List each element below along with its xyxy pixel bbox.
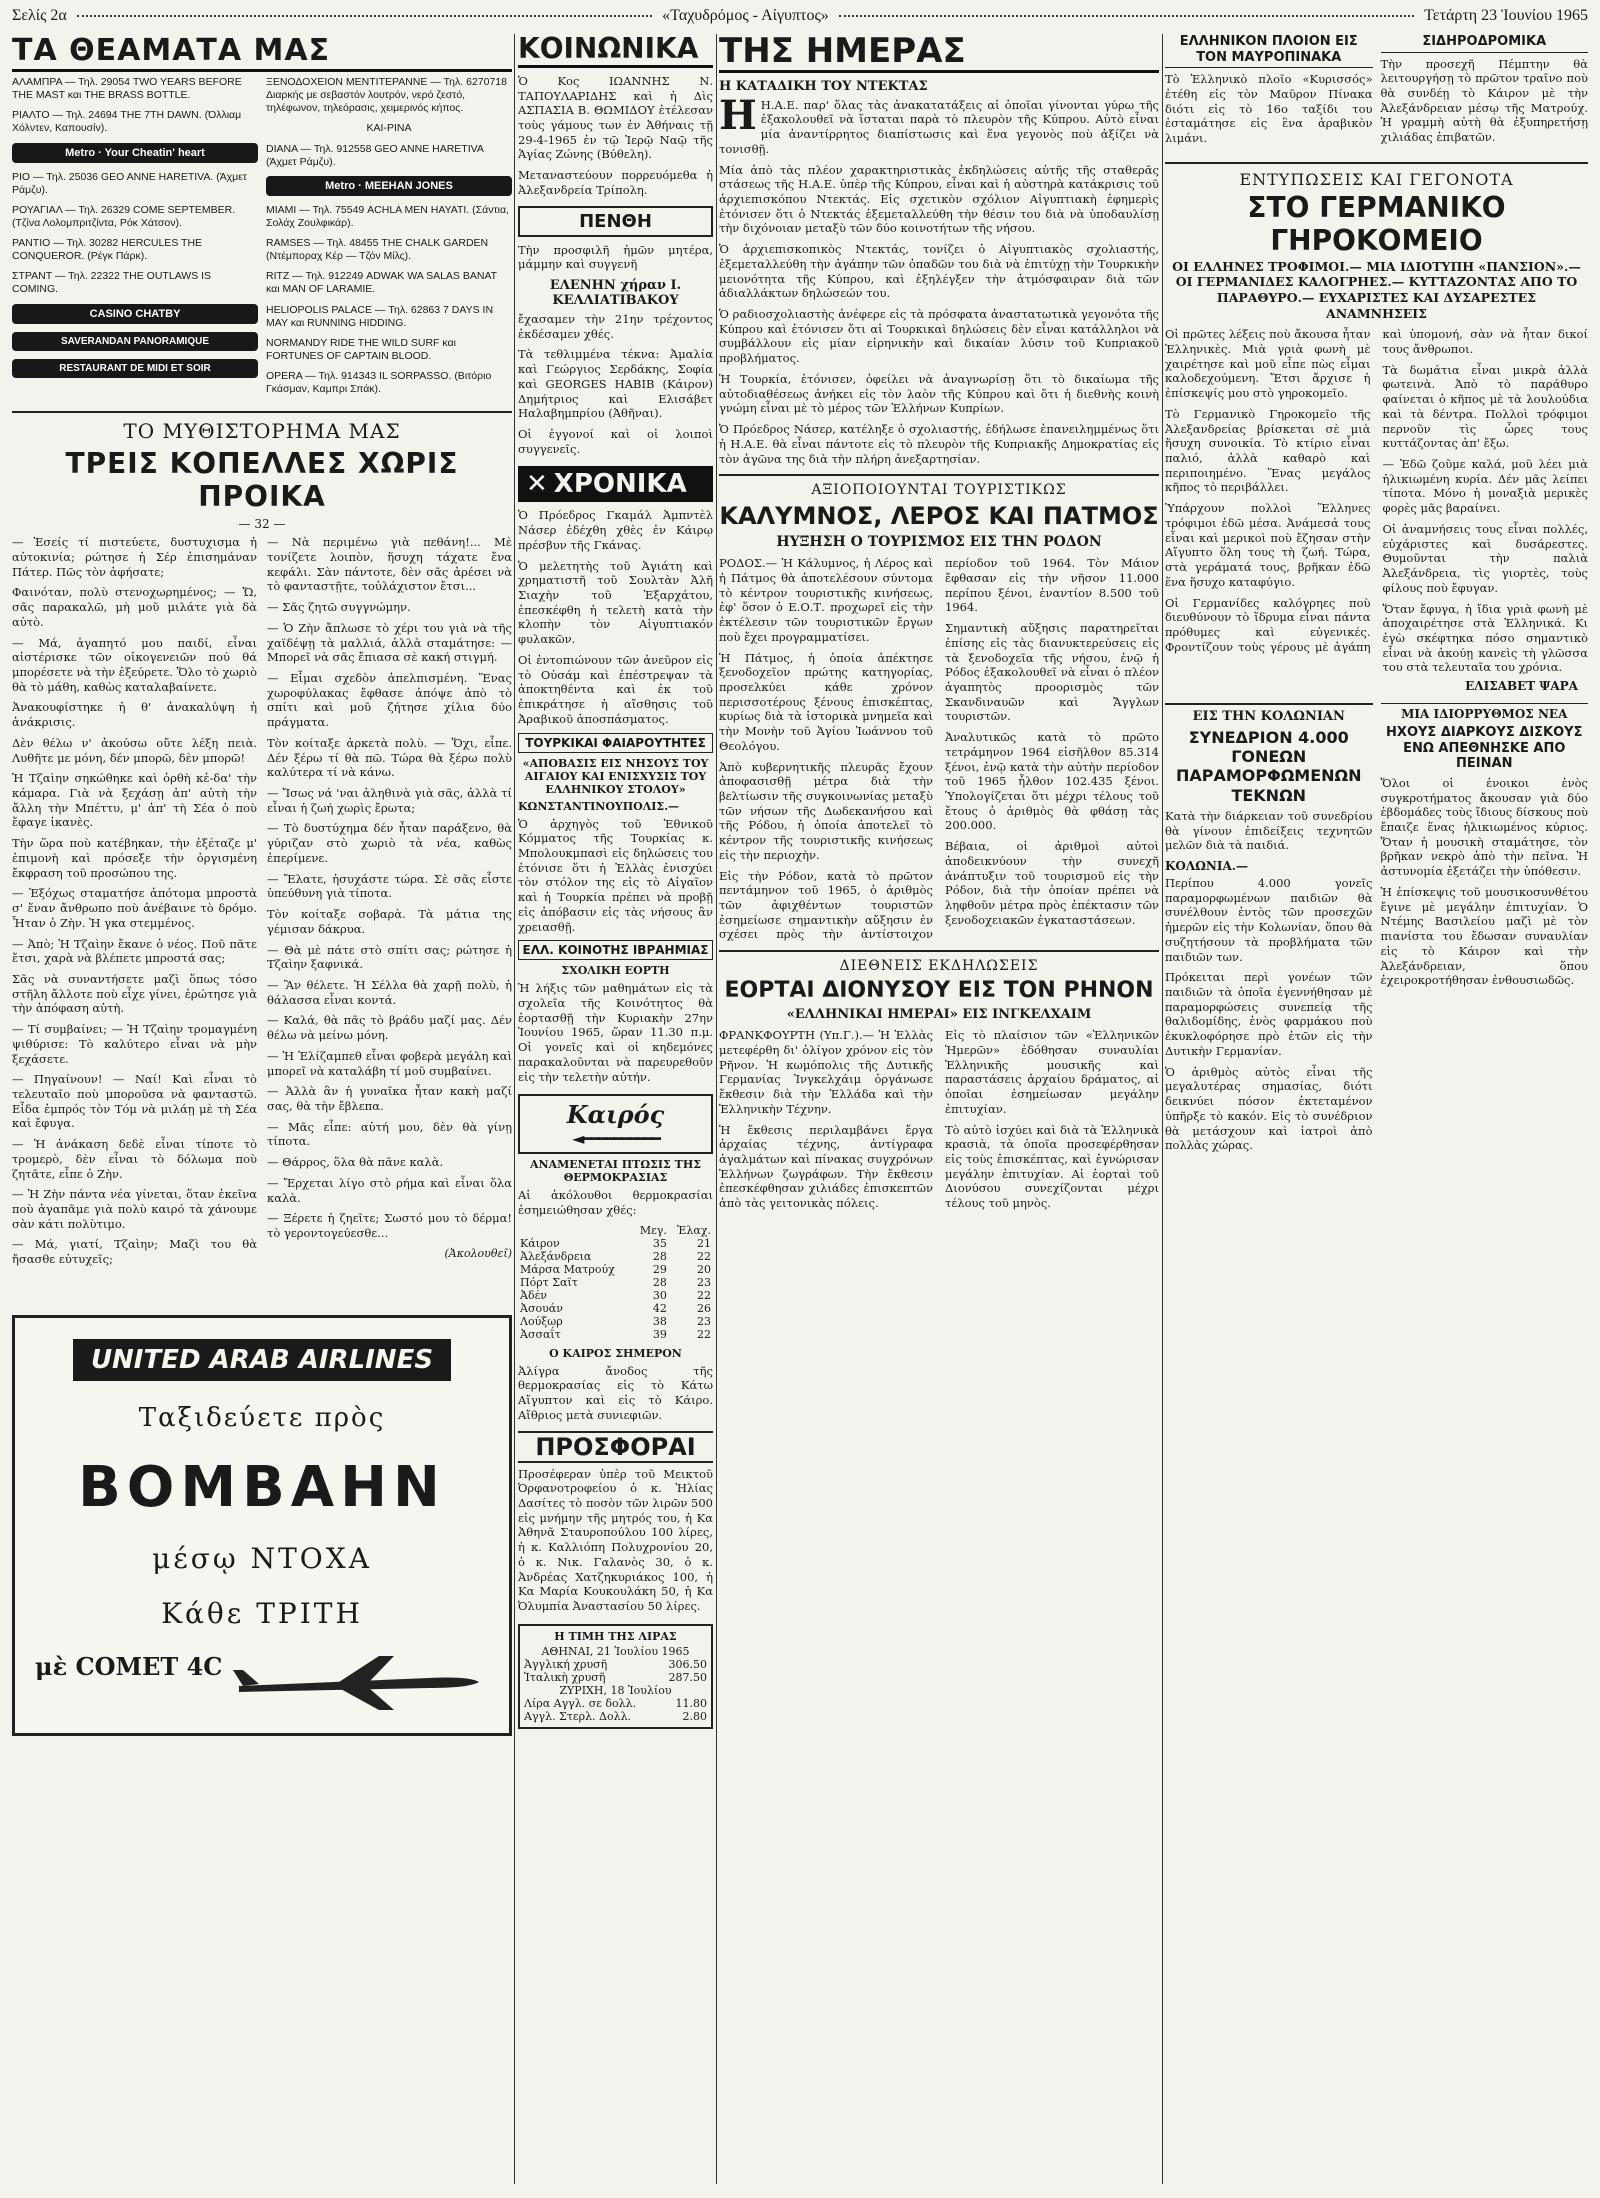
tourism-text — [719, 556, 1159, 942]
cinema-listings — [12, 76, 512, 403]
paragraph: — Εἶμαι σχεδὸν ἀπελπισμένη. Ἕνας χωροφύλακας ἔφθασε ἀπόψε ἀπὸ τὸ σπίτι καὶ μοῦ ζήτησε χίλια δύο πράγματα. — [267, 671, 512, 730]
chronicle-item: Οἱ ἐντοπιώνουν τῶν ἀνεῦρον εἰς τὸ Οὐσάμ καὶ ἐπέστρεψαν τὰ ἀποκτηθέντα καὶ ἐκ τοῦ ἐπικράτησε ἡ αἴσθησις τοῦ Ἀραβικοῦ ἀποσπάσματος. — [518, 652, 713, 726]
listing-item: DIANA — Τηλ. 912558 GEO ANNE HARETIVA (Άχμετ Ράμζυ). — [266, 142, 484, 168]
table-row — [518, 1302, 713, 1315]
turkish-provocations-heading: ΤΟΥΡΚΙΚΑΙ ΦΑΙΑΡΟΥΤΗΤΕΣ — [518, 733, 713, 753]
tourism-section-head: ΑΞΙΟΠΟΙΟΥΝΤΑΙ ΤΟΥΡΙΣΤΙΚΩΣ — [719, 474, 1159, 498]
paragraph: ΦΡΑΝΚΦΟΥΡΤΗ (Υπ.Γ.).— Ἡ Ἑλλὰς μετεφέρθη δι' ὀλίγον χρόνον εἰς τὸν Ρῆνον. Ἡ κωμόπολις τῆς Δυτικῆς Γερμανίας Ἰνγκελχάιμ ὀργάνωσε ἔκθεσιν διὰ τὴν Ἑλλάδα καὶ τὴν Ἑλληνικὴν Τέχνην. — [719, 1028, 933, 1116]
gold-value: 2.80 — [682, 1709, 707, 1723]
paragraph: — Ἀλλὰ ἂν ἡ γυναῖκα ἦταν κακὴ μαζί σας, θὰ τὴν ἔβλεπα. — [267, 1084, 512, 1113]
paragraph: Ὁ ραδιοσχολιαστὴς ἀνέφερε εἰς τὰ πρόσφατα ἀναστατωτικὰ γεγονότα τῆς Κύπρου καὶ ἐτόνισεν ὅτι αἱ Τουρκικαὶ δηλώσεις δὲν εἶναι κατάλληλοι νὰ συμβάλλουν εἰς μίαν εἰρηνικὴν καὶ δικαίαν λύσιν τοῦ Κυπριακοῦ προβλήματος. — [719, 307, 1159, 366]
listing-item: ΚΑΙ-ΡΙΝΑ — [366, 122, 412, 135]
paragraph: Τὸ Γερμανικὸ Γηροκομεῖο τῆς Ἀλεξανδρείας βρίσκεται σὲ μιὰ ἥσυχη συνοικία. Τὸ κτίριο εἶναι παλιό, ἀλλὰ καθαρὸ καὶ περιποιημένο. Ἕνας μεγάλος κῆπος τὸ περιβάλλει. — [1165, 406, 1371, 495]
dateline: ΚΟΛΩΝΙΑ.— — [1165, 859, 1248, 873]
metro-ad-2: Metro · MEEHAN JONES — [266, 176, 512, 196]
max-cell: 28 — [652, 1249, 667, 1263]
chronicle-heading — [518, 466, 713, 502]
listing-item: ΡΟΥΑΓΙΑΛ — Τηλ. 26329 COME SEPTEMBER. (Τζίνα Λολομπριτζίντα, Ρόκ Χάτσον). — [12, 203, 236, 229]
paragraph: Ἡ Τουρκία, ἐτόνισεν, ὀφείλει νὰ ἀναγνωρίσῃ ὅτι τὸ δικαίωμα τῆς αὐτοδιαθέσεως ἀνήκει εἰς τὸν λαὸν τῆς Κύπρου καὶ ὅτι ἡ διεθνὴς κοινὴ γνώμη εἶναι μὲ τὸ μέρος τῶν Ἑλλήνων Κυπρίων. — [719, 371, 1159, 416]
odd-news-article — [1381, 699, 1589, 1159]
gold-label: Ἰταλικὴ χρυσῆ — [524, 1670, 606, 1684]
airplane-icon — [229, 1652, 489, 1712]
paragraph: Ὑπάρχουν πολλοὶ Ἕλληνες τρόφιμοι ἐδῶ μέσα. Ἀνάμεσά τους εἶναι καὶ μερικοὶ ποὺ ἔζησαν στὴν Αἴγυπτο ὅλη τους τὴ ζωή. Τώρα, στὰ γεράματά τους, βρῆκαν ἐδῶ ἕνα ἥσυχο καταφύγιο. — [1165, 501, 1371, 589]
paragraph: — Σᾶς ζητῶ συγγνώμην. — [267, 600, 411, 615]
gold-price-heading: Η ΤΙΜΗ ΤΗΣ ΛΙΡΑΣ — [554, 1629, 677, 1643]
paragraph: — Ἔλατε, ἡσυχάστε τώρα. Σὲ σᾶς εἶστε ὑπεύθυνη γιὰ τίποτα. — [267, 871, 512, 901]
gold-label: Ἀγγλική χρυσῆ — [524, 1657, 608, 1671]
gold-price-box — [518, 1624, 713, 1729]
temperature-table — [518, 1224, 713, 1341]
gold-date: ΑΘΗΝΑΙ, 21 Ἰουλίου 1965 — [541, 1644, 690, 1658]
paragraph: — Καλά, θὰ πᾶς τὸ βράδυ μαζί μας. Δέν θέλω νὰ μείνω μόνη. — [267, 1013, 512, 1043]
city-cell: Ἀσουάν — [520, 1301, 563, 1315]
listing-item: ΜΙΑΜΙ — Τηλ. 75549 ACHLA MEN HAYATI. (Σάντια, Σολάχ Ζουλφικάρ). — [266, 203, 509, 229]
paragraph: — Ἡ ἀνάκαση δεδὲ εἶναι τίποτε τὸ τρομερὸ, δὲν εἶναι τὸ δόλωμα ποὺ ζητᾶτε, εἶπε ὁ Ζὴν. — [12, 1137, 257, 1181]
listing-item: ΡΙΟ — Τηλ. 25036 GEO ANNE HARETIVA. (Άχμετ Ράμζυ). — [12, 170, 247, 196]
cologne-head: ΕΙΣ ΤΗΝ ΚΟΛΩΝΙΑΝ — [1165, 703, 1373, 724]
dionysus-title: ΕΟΡΤΑΙ ΔΙΟΝΥΣΟΥ ΕΙΣ ΤΟΝ ΡΗΝΟΝ — [724, 978, 1154, 1004]
paragraph: Ὁ ἀριθμὸς αὐτὸς εἶναι τῆς μεγαλυτέρας σημασίας, διότι δεικνύει πόσον ἐκτεταμένον ὑπῆρξε τὸ κακόν. Εἰς τὸ συνέδριον θὰ μετάσχουν καὶ ἰατροὶ ἀπὸ πολλὰς χώρας. — [1165, 1064, 1373, 1153]
paragraph: Περίπου 4.000 γονεῖς παραμορφωμένων παιδιῶν θὰ συνέλθουν ἐντὸς τῶν προσεχῶν ἡμερῶν εἰς τὴν Κολωνίαν, ὅπου θὰ συζητήσουν τὰ προβλήματα τῶν παιδιῶν των. — [1165, 876, 1373, 964]
tourism-subtitle: ΗΥΞΗΣΗ Ο ΤΟΥΡΙΣΜΟΣ ΕΙΣ ΤΗΝ ΡΟΔΟΝ — [776, 534, 1102, 551]
dateline: ΚΩΝΣΤΑΝΤΙΝΟΥΠΟΛΙΣ.— — [518, 799, 680, 813]
brief-text: Τὴν προσεχῆ Πέμπτην θὰ λειτουργήσῃ τὸ πρῶτον τραῖνο ποὺ θὰ συνδέῃ τὸ Κάιρον μὲ τὴν Ἀλεξάνδρειαν μέσῳ τῆς Ματρούχ. Ἡ γραμμὴ αὐτὴ θὰ ἐξυπηρετήσῃ χιλιάδας ἐπιβατῶν. — [1380, 56, 1588, 145]
paragraph: — Μά, ἀγαπητό μου παιδί, εἶναι αἰστέρισκε τῶν οἰκογενειῶν πού θά μπορέσετε νὰ τὴν ἐξεύρετε. Ὅλο τὸ χωριὸ θὰ τὸ μάθη, καθὼς καταλαβαίνετε. — [12, 635, 258, 694]
casino-ad-sub: SAVERANDAN PANORAMIQUE — [12, 332, 258, 351]
paragraph: Οἱ Γερμανίδες καλόγρηες ποὺ διευθύνουν τὸ ἵδρυμα εἶναι πάντα πρόθυμες καὶ εὐγενικές. Φροντίζουν τοὺς γέρους μὲ ἀγάπη καὶ ὑπομονή, σὰν νὰ ἦταν δικοί τους ἄνθρωποι. — [1165, 327, 1588, 654]
paragraph: ΗΗ.Α.Ε. παρ' ὅλας τὰς ἀνακατατάξεις αἱ ὁποῖαι γίνονται γύρω τῆς ἐξακολουθεῖ νὰ ἵσταται παρὰ τὸ πλευρὸν τῆς Κύπρου. Αὐτὸ εἶναι μία ἀναντίρρητος διαπίστωσις καὶ ἕνα γεγονὸς ποὺ ἀξίζει νὰ τονισθῇ. — [719, 91, 1159, 156]
brief-railway — [1381, 34, 1589, 152]
nursing-home-text — [1165, 327, 1588, 675]
column-of-the-day — [719, 34, 1159, 2186]
listing-item: RAMSES — Τηλ. 48455 THE CHALK GARDEN (Ντέμποραχ Κέρ — Τζόν Μίλς). — [266, 237, 489, 263]
paragraph: — Θὰ μὲ πάτε στὸ σπίτι σας; ρώτησε ἡ Τζαὶην ξαφνικά. — [267, 942, 512, 972]
impressions-section-head: ΕΝΤΥΠΩΣΕΙΣ ΚΑΙ ΓΕΓΟΝΟΤΑ — [1165, 162, 1588, 189]
header-rule — [839, 15, 1414, 17]
gold-label: Λίρα Αγγλ. σε δολλ. — [524, 1696, 637, 1710]
paragraph: Βέβαια, οἱ ἀριθμοὶ αὐτοὶ ἀποδεικνύουν τὴν συνεχῆ ἀνάπτυξιν τοῦ τουρισμοῦ εἰς τὴν Ρόδον, διὰ τὴν ὁποίαν πρέπει νὰ ληφθοῦν μέτρα πρὸς ἐπέκτασιν τῶν ξενοδοχειακῶν ἐγκαταστάσεων. — [945, 839, 1159, 927]
gold-value: 11.80 — [675, 1696, 707, 1710]
gold-label: Αγγλ. Στερλ. Δολλ. — [524, 1709, 632, 1723]
paragraph: Τὰ δωμάτια εἶναι μικρὰ ἀλλὰ φωτεινὰ. Ἀπὸ τὸ παράθυρο φαίνεται ὁ κῆπος μὲ τὰ λουλούδια καὶ τὰ δέντρα. Πολλοὶ τρόφιμοι περνοῦν τὶς ὧρες τους κυττάζοντας ἀπ' ἔξω. — [1382, 362, 1588, 451]
chronicle-item: Ὁ μελετητὴς τοῦ Ἀγιάτη καὶ χρηματιστῆ τοῦ Σουλτὰν Ἀλῆ Σιαχὴν τοῦ Ἐξαρχάτου, ἐπεσκέφθη ἡ τελετὴ κατὰ τὴν κλοπὴν τὸν Αἰγυπτιακόν φυλακῶν. — [518, 558, 713, 647]
brief-ship — [1165, 34, 1373, 152]
brief-text: Τὸ Ἑλληνικὸ πλοῖο «Κυρισσός» ἐτέθη εἰς τὸν Μαῦρον Πίνακα διότι εἰς τὸ 16ο ταξίδι του ἐσταμάτησε εἰς ἓνα ἀραβικὸν λιμάνι. — [1165, 72, 1373, 146]
weather-today-text: Ἀλίγρα ἄνοδος τῆς θερμοκρασίας εἰς τὸ Κάτω Αἴγυπτον καὶ εἰς τὸ Κάιρο. Αἴθριος μετὰ συνιεφιῶν. — [518, 1363, 713, 1422]
max-cell: 42 — [652, 1301, 667, 1315]
listing-item: ΑΛΑΜΠΡΑ — Τηλ. 29054 TWO YEARS BEFORE THE MAST και THE BRASS BOTTLE. — [12, 76, 242, 102]
chronicle-item: Ὁ Πρόεδρος Γκαμάλ Ἀμπντὲλ Νάσερ ἐδέχθη χθὲς ἐν Κάιρῳ πρέσβυν τῆς Γκάνας. — [518, 508, 713, 552]
article-text: Ὁ ἀρχηγὸς τοῦ Ἐθνικοῦ Κόμματος τῆς Τουρκίας κ. Μπολουκμπασὶ εἰς δηλώσεις του ἐτόνισε ὅτι ἡ Ἑλλὰς ἐνισχύει τὸν στόλον της εἰς τὸ Αἰγαῖον καὶ ἡ Τουρκία πρέπει νὰ προβῇ εἰς ἀπόβασιν εἰς τὰς νήσους ἂν χρειασθῇ. — [518, 816, 713, 934]
ad-footer — [15, 1652, 509, 1712]
article-text: Ἡ λήξις τῶν μαθημάτων εἰς τὰ σχολεῖα τῆς Κοινότητος θὰ ἑορτασθῇ τὴν Κυριακὴν 27ην Ἰουνίου 1965, ὥραν 11.30 π.μ. Οἱ γονεῖς καὶ οἱ κηδεμόνες παρακαλοῦνται νὰ παρευρεθοῦν εἰς τὴν τελετὴν αὐτήν. — [518, 981, 713, 1084]
cologne-intro: Κατὰ τὴν διάρκειαν τοῦ συνεδρίου θὰ γίνουν ἐπιδείξεις τεχνητῶν μελῶν διὰ τὰ παιδιά. — [1165, 808, 1373, 853]
min-cell: 22 — [697, 1288, 711, 1302]
serial-instalment: — 32 — — [238, 517, 286, 532]
listing-item: HELIOPOLIS PALACE — Τηλ. 62863 7 DAYS IN MAY και RUNNING HIDDING. — [266, 303, 494, 329]
cologne-title: ΣΥΝΕΔΡΙΟΝ 4.000 ΓΟΝΕΩΝ ΠΑΡΑΜΟΡΦΩΜΕΝΩΝ ΤΕΚΝΩΝ — [1175, 728, 1362, 805]
column-divider — [514, 34, 515, 2184]
table-header — [518, 1224, 633, 1237]
continued-note: (Ἀκολουθεῖ) — [444, 1246, 512, 1260]
paragraph: — Ἡ Ζὴν πάντα νέα γίνεται, ὅταν ἐκεῖνα ποὺ ἀγαπᾶμε γιὰ πολὺ καιρό τὰ χάνουμε σὰν κάτι πολὺτιμο. — [12, 1187, 257, 1231]
mourning-name: ΕΛΕΝΗΝ χήραν Ι. ΚΕΛΛΙΑΤΙΒΑΚΟΥ — [549, 277, 682, 308]
chronicle-label: ΧΡΟΝΙΚΑ — [553, 469, 687, 500]
listing-item: ΞΕΝΟΔΟΧΕΙΟΝ ΜΕΝΤΙΤΕΡΑΝΝΕ — Τηλ. 6270718 Διαρκής με σεβαστόν λουτρόν, νερό ζεστό, τηλέφωνον, τηλεόρασις, χειμερινός κήπος. — [266, 76, 507, 115]
paragraph: Ἡ Τζαὶην σηκώθηκε καὶ ὀρθὴ κἐ-δα' τὴν κάμαρα. Γιὰ νὰ ξεχάσῃ ἀπ' αὐτὴ τὴν ἄλλη τὴν Μπέττυ, μ' ἀπ' τὴ Σέα ὁ ποὺ ἔφαγε ἰκανὲς. — [12, 771, 257, 830]
brief-heading: ΣΙΔΗΡΟΔΡΟΜΙΚΑ — [1381, 34, 1589, 53]
table-row — [518, 1237, 713, 1250]
top-briefs — [1165, 34, 1588, 152]
cologne-article — [1165, 699, 1373, 1159]
weather-heading — [518, 1094, 713, 1154]
paragraph: Τὸν κοίταξε ἀρκετὰ πολὺ. — Ὅχι, εἶπε. Δέν ξέρω τί θὰ πῶ. Τώρα θὰ ξέρω πολὺ καλύτερα τί νὰ κάνω. — [267, 735, 512, 780]
paragraph: Μία ἀπὸ τὰς πλέον χαρακτηριστικὰς ἐκδηλώσεις αὐτῆς τῆς σταθερᾶς στάσεως τῆς Η.Α.Ε. ὑπὲρ τῆς Κύπρου, εἶναι καὶ ἡ αὐστηρὰ κατάκρισις τοῦ ἀρχιεπισκόπου Ντεκτάς. Εἰς σχετικὸν σχόλιον Αἰγυπτιακὴ ἐφημερὶς ἐτόνισεν ὅτι ὁ Ντεκτάς ἐξεμεταλλεύθη τὴν θέσιν του διὰ νὰ ὑποδαυλίσῃ τὴν διχόνοιαν μεταξὺ τῶν δύο κοινοτήτων τῆς νήσου. — [719, 162, 1159, 236]
column-divider — [716, 34, 717, 2184]
paragraph: Οἱ πρῶτες λέξεις ποὺ ἄκουσα ἦταν Ἑλληνικὲς. Μιὰ γριὰ φωνὴ μὲ χαιρέτησε καὶ μοῦ εἶπε πὼς εἶμαι καλοδεχούμενη. Ἔτσι ἄρχισε ἡ ἐπίσκεψίς μου στὸ γηροκομεῖο. — [1165, 327, 1371, 401]
arrow-icon: ◄━━━━━━━━━━ — [572, 1129, 659, 1149]
serial-section-head: ΤΟ ΜΥΘΙΣΤΟΡΗΜΑ ΜΑΣ — [12, 411, 512, 443]
listing-item: ΣΤΡΑΝΤ — Τηλ. 22322 THE OUTLAWS IS COMING. — [12, 270, 212, 296]
social-notice: Μεταναστεύουν πορρευόμεθα ἡ Ἀλεξανδρεία Τρίπολη. — [518, 168, 713, 197]
brief-heading: ΕΛΛΗΝΙΚΟΝ ΠΛΟΙΟΝ ΕΙΣ ΤΟΝ ΜΑΥΡΟΠΙΝΑΚΑ — [1165, 34, 1373, 68]
city-cell: Ἀσσαΐτ — [520, 1327, 561, 1341]
max-cell: 28 — [652, 1275, 667, 1289]
max-cell: 30 — [652, 1288, 667, 1302]
max-cell: 29 — [652, 1262, 667, 1276]
social-notice: Ὁ Κος ΙΩΑΝΝΗΣ Ν. ΤΑΠΟΥΛΑΡΙΔΗΣ καὶ ἡ Δὶς ΑΣΠΑΣΙΑ Β. ΘΩΜΙΔΟΥ ἐτέλεσαν τοὺς γάμους των ἐν Ἀθήναις τῇ 29-4-1965 ἐν τῷ Ἱερῷ Ναῷ τῆς Ἁγίας Ζώνης (Βύθελη). — [518, 73, 713, 162]
paragraph: Ὁ ἀρχιεπισκοπικὸς Ντεκτάς, τονίζει ὁ Αἰγυπτιακὸς σχολιαστής, ἐξεμεταλλεύθη τὴν ἀγάπην τῶν ὀπαδῶν του διὰ νὰ ἐπιτύχῃ τὴν Τουρκικὴν μειονότητα τῆς Κύπρου, καὶ ἐξηλέγξεν τὴν ἀτμόσφαιραν διὰ τῶν ἀδιαλλάκτων δηλώσεών του. — [719, 242, 1159, 301]
mourning-text: Τὰ τεθλιμμένα τέκνα: Ἀμαλία καὶ Γεώργιος Σερδάκης, Σοφία καὶ GEORGES HABIB (Κάιρον) Δημήτριος καὶ Ελισάβετ Ηαλαβημπρίου (Ἀθῆναι). — [518, 347, 713, 421]
listings-right — [266, 76, 512, 403]
paragraph: Ἡ ἔκθεσις περιλαμβάνει ἔργα ἀρχαίας τέχνης, ἀντίγραφα ἀγαλμάτων καὶ πίνακας συγχρόνων Ἑλλήνων ζωγράφων. Τὴν ἔκθεσιν ἐπεσκέφθησαν χιλιάδες ἐπισκεπτῶν ἀπὸ τὰς γειτονικὰς πόλεις. — [719, 1122, 933, 1211]
gold-date: ΖΥΡΙΧΗ, 18 Ἰουλίου — [559, 1683, 672, 1697]
city-cell: Ἀδέν — [520, 1288, 547, 1302]
paragraph: — Ἀπὸ; Ἡ Τζαὶην ἔκανε ὁ νέος. Ποῦ πᾶτε ἔτσι, χαρὰ νὰ βλέπετε μπροστά σας; — [12, 936, 257, 966]
paragraph: Ἀναλυτικῶς κατὰ τὸ πρῶτο τετράμηνον 1964 εἰσῆλθον 85.314 ξένοι, ἐνῷ κατὰ τὴν αὐτὴν περίοδον τοῦ 1965 ἦλθον 102.435 ξένοι. Ὑπολογίζεται ὅτι μέχρι τέλους τοῦ ἔτους ὁ ἀριθμὸς θὰ φθάσῃ τὰς 200.000. — [945, 730, 1159, 833]
header-rule — [77, 15, 652, 17]
ad-line: Κάθε ΤΡΙΤΗ — [161, 1597, 363, 1631]
column-divider — [1162, 34, 1163, 2184]
table-header-row — [518, 1224, 713, 1237]
weather-today-heading: Ο ΚΑΙΡΟΣ ΣΗΜΕΡΟΝ — [549, 1346, 682, 1360]
section-title-social: ΚΟΙΝΩΝΙΚΑ — [518, 34, 713, 68]
min-cell: 22 — [697, 1327, 711, 1341]
min-cell: 22 — [697, 1249, 711, 1263]
ad-aircraft: μὲ COMET 4C — [35, 1652, 223, 1682]
listing-item: RITZ — Τηλ. 912249 ADWAK WA SALAS BANAT και MAN OF LARAMIE. — [266, 270, 497, 296]
paragraph: — Ἂν θέλετε. Ἡ Σέλλα θὰ χαρῇ πολὺ, ἡ θάλασσα εἶναι κοντά. — [267, 977, 512, 1007]
table-row — [518, 1276, 713, 1289]
issue-date: Τετάρτη 23 Ἰουνίου 1965 — [1424, 7, 1589, 24]
min-cell: 21 — [697, 1236, 711, 1250]
listing-item: NORMANDY RIDE THE WILD SURF και FORTUNES OF CAPTAIN BLOOD. — [266, 336, 456, 362]
paragraph: Ἀνακουφίστηκε ἡ θ' ἀνακαλύψη ἡ ἀνάκρισις. — [12, 700, 257, 730]
mourning-heading: ΠΕΝΘΗ — [518, 206, 713, 237]
nursing-home-title: ΣΤΟ ΓΕΡΜΑΝΙΚΟ ΓΗΡΟΚΟΜΕΙΟ — [1247, 190, 1506, 257]
gold-row — [524, 1697, 707, 1710]
listing-item: ΡΑΝΤΙΟ — Τηλ. 30282 HERCULES THE CONQUEROR. (Ρέγκ Πάρκ). — [12, 237, 203, 263]
city-cell: Λούξωρ — [520, 1314, 563, 1328]
city-cell: Κάιρον — [520, 1236, 560, 1250]
paragraph: — Ἐξόχως σταματήσε ἀπότομα μπροστὰ σ' ἕναν ἄνθρωπο ποὺ ἀνέβαινε τὸ δρόμο. Ἦταν ὁ Ζὴν. Ἡ γκα στεμμένος. — [12, 886, 257, 930]
paragraph: Τὴν ὥρα ποὺ κατέβηκαν, τὴν ἐξέταζε μ' ἐπιμονὴ καὶ πρόσεξε τὴν ὀργισμένη ἔκφραση τοῦ προσώπου της. — [12, 836, 257, 880]
paragraph: — Ἴσως νά 'ναι ἀληθινὰ γιὰ σᾶς, ἀλλὰ τί εἶναι ἡ ζωή χωρὶς ἔρωτα; — [267, 786, 512, 815]
paragraph: Ἀπὸ κυβερνητικῆς πλευρᾶς ἔχουν ἀποφασισθῇ μέτρα διὰ τὴν βελτίωσιν τῆς συγκοινωνίας μεταξὺ τῶν νήσων τῆς Δωδεκανήσου καὶ τῆς Ρόδου, ἡ ὁποία ἀποτελεῖ τὸ κέντρον τῆς τουριστικῆς κινήσεως εἰς τὴν περιοχὴν. — [719, 759, 933, 862]
community-heading: ΕΛΛ. ΚΟΙΝΟΤΗΣ ΙΒΡΑΗΜΙΑΣ — [518, 940, 713, 960]
paragraph: — Ἐσείς τί πιστεύετε, δυστυχισμα ἡ αὐτοκινία; ρώτησε ἡ Σέρ ἐπισημάναν Πάτερ. Πῶς τὸν ἀφήσατε; — [12, 535, 257, 579]
airline-ad — [12, 1315, 512, 1736]
metro-ad: Metro · Your Cheatin' heart — [12, 143, 258, 163]
ad-line: Ταξιδεύετε πρὸς — [138, 1403, 386, 1434]
paragraph: Οἱ ἀναμνήσεις τους εἶναι πολλές, εὐχάριστες καὶ δυσάρεστες. Θυμοῦνται τὴν παλιὰ Ἀλεξάνδρεια, τὶς γιορτὲς, τοὺς φίλους ποὺ ἔφυγαν. — [1382, 521, 1588, 595]
table-row — [518, 1263, 713, 1276]
paragraph: Δὲν θέλω ν' ἀκούσω οὔτε λέξη πειὰ. Λυθῆτε με μόνη, δέν μπορῶ, δὲν μπορῶ! — [12, 735, 257, 765]
paragraph: Ἡ ἐπίσκεψις τοῦ μουσικοσυνθέτου ἔγινε μὲ μεγάλην ἐπιτυχίαν. Ὁ Ντέμης Βασιλείου μαζὶ μὲ τὸν πιανίστα του ἔδωσαν συναυλίαν εἰς τὸ Κάιρον καὶ τὴν Ἀλεξάνδρειαν, ὅπου ἐχειροκροτήθησαν ἐνθουσιωδῶς. — [1380, 884, 1588, 988]
gold-value: 306.50 — [668, 1657, 707, 1671]
city-cell: Πόρτ Σαϊτ — [520, 1275, 578, 1289]
min-cell: 26 — [697, 1301, 711, 1315]
weather-label: Καιρός — [566, 1100, 665, 1130]
paragraph: Εἰς τὴν Ρόδον, κατὰ τὸ πρῶτον πεντάμηνον τοῦ 1965, ὁ ἀριθμὸς τῶν ἀφιχθέντων τουριστῶν ἐσημείωσε σημαντικὴν αὔξησιν ἐν σχέσει πρὸς τὴν ἀντίστοιχον περίοδον τοῦ 1964. Τὸν Μάιον ἔφθασαν εἰς τὴν νῆσον 11.000 περίπου ξένοι, ἐναντίον 8.500 τοῦ 1964. — [719, 556, 1159, 942]
paragraph: — Τί συμβαίνει; — Ἡ Τζαὶην τρομαγμένη ψιθύρισε: Τὸ καλύτερο εἶναι νὰ μὴν ξεχάσετε. — [12, 1022, 257, 1066]
city-cell: Ἀλεξάνδρεια — [520, 1249, 592, 1263]
weather-sub: ΑΝΑΜΕΝΕΤΑΙ ΠΤΩΣΙΣ ΤΗΣ ΘΕΡΜΟΚΡΑΣΙΑΣ — [529, 1158, 702, 1185]
odd-news-title: ΗΧΟΥΣ ΔΙΑΡΚΟΥΣ ΔΙΣΚΟΥΣ ΕΝΩ ΑΠΕΘΝΗΣΚΕ ΑΠΟ ΠΕΙΝΑΝ — [1386, 725, 1583, 772]
paragraph: — Ἔρχεται λίγο στὸ ρήμα καὶ εἶναι ὅλα καλὰ. — [267, 1175, 512, 1205]
gold-row — [524, 1710, 707, 1723]
mourning-text: Οἱ ἐγγονοί καὶ οἱ λοιποὶ συγγενεῖς. — [518, 427, 713, 456]
column-impressions — [1165, 34, 1588, 2186]
dionysus-subtitle: «ΕΛΛΗΝΙΚΑΙ ΗΜΕΡΑΙ» ΕΙΣ ΙΝΓΚΕΛΧΑΙΜ — [786, 1007, 1092, 1023]
paragraph: Ἡ Πάτμος, ἡ ὁποία ἀπέκτησε ξενοδοχεῖον πρώτης κατηγορίας, προσελκύει κάθε χρόνον περισσοτέρους ξένους ἐπισκέπτας, κυρίως διὰ τὰ ἱστορικὰ μνημεῖα καὶ τὴν Μονὴν τοῦ Ἁγίου Ἰωάννου τοῦ Θεολόγου. — [719, 650, 933, 753]
table-row — [518, 1289, 713, 1302]
serial-text — [12, 535, 512, 1305]
min-cell: 23 — [697, 1314, 711, 1328]
table-row — [518, 1250, 713, 1263]
max-cell: 38 — [652, 1314, 667, 1328]
serial-title: ΤΡΕΙΣ ΚΟΠΕΛΛΕΣ ΧΩΡΙΣ ΠΡΟΙΚΑ — [65, 447, 459, 514]
column-social — [518, 34, 713, 2186]
min-cell: 20 — [697, 1262, 711, 1276]
paragraph: Ὅταν ἔφυγα, ἡ ἴδια γριὰ φωνὴ μὲ ἀποχαιρέτησε στὰ Ἑλληνικά. Κι ἐγὼ σκέφτηκα πόσο σημαντικὸ εἶναι νὰ ἀκούῃ κανεὶς τὴ γλῶσσα του στὰ τελευταῖα του χρόνια. — [1382, 601, 1588, 675]
x-cross-icon: ✕ — [526, 469, 548, 500]
donations-text: Προσέφεραν ὑπὲρ τοῦ Μεικτοῦ Ὀρφανοτροφείου ὁ κ. Ἠλίας Δασίτες τὸ ποσὸν τῶν λιρῶν 500 εἰς μνήμην τῆς μητρός του, ἡ Κα Ἀθηνᾶ Σταυροπούλου 100 λίρες, ἡ κ. Καλλιόπη Πολυχρονίου 20, ὁ κ. Νικ. Γαλανὸς 30, ὁ κ. Ἀνδρέας Χατζηκυριάκος 100, ἡ Κα Μαρία Κουκουλάκη 50, ἡ Κα Ὀλυμπία Ἀναστασίου 50 λίρες. — [518, 1466, 713, 1614]
paragraph: — Νὰ περιμένω γιὰ πεθάνη!... Μὲ τονίζετε λοιπὸν, ἥσυχη τάχατε ἔνα κεφάλι. Σὰν πάντοτε, δὲν σᾶς ἀρέσει νὰ τὸ φανταστῇτε, τοὐλάχιστον ἔτσι... — [267, 535, 512, 594]
max-cell: 39 — [652, 1327, 667, 1341]
min-cell: 23 — [697, 1275, 711, 1289]
paragraph: — Ἡ Ἐλίζαμπεθ εἶναι φοβερὰ μεγάλη καὶ μπορεῖ νὰ καταλάβη τί μοῦ συμβαίνει. — [267, 1048, 512, 1078]
article-title: Η ΚΑΤΑΔΙΚΗ ΤΟΥ ΝΤΕΚΤΑΣ — [719, 78, 928, 94]
paragraph: — Ὁ Ζὴν ἄπλωσε τὸ χέρι του γιὰ νὰ τῆς χαϊδέψῃ τὰ μαλλιά, ἀλλὰ σταμάτησε: — Μπορεῖ νὰ σᾶς ἔπιασα σὲ κακή στιγμή. — [267, 620, 512, 665]
listing-item: ΡΙΑΛΤΟ — Τηλ. 24694 THE 7TH DAWN. (Όλλιαμ Χόλντεν, Καπουσίν). — [12, 109, 242, 135]
gold-row — [524, 1658, 707, 1671]
author-signature: ΕΛΙΣΑΒΕΤ ΨΑΡΑ — [1465, 679, 1578, 694]
paragraph: — Θάρρος, ὅλα θὰ πᾶνε καλὰ. — [267, 1155, 444, 1170]
paragraph: — Ἐδῶ ζοῦμε καλά, μοῦ λέει μιὰ ἡλικιωμένη κυρία. Δέν μᾶς λείπει τίποτα. Μόνο ἡ μοναξιὰ μερικὲς φορὲς μᾶς βαραίνει. — [1382, 457, 1588, 516]
paragraph: — Τὸ δυστύχημα δέν ἦταν παράξενο, θὰ γύριζαν στὸ χωριὸ τὰ νέα, καθὼς ἐπερίμενε. — [267, 821, 512, 865]
nursing-home-subtitle: ΟΙ ΕΛΛΗΝΕΣ ΤΡΟΦΙΜΟΙ.— ΜΙΑ ΙΔΙΟΤΥΠΗ «ΠΑΝΣΙΟΝ».— ΟΙ ΓΕΡΜΑΝΙΔΕΣ ΚΑΛΟΓΡΗΕΣ.— ΚΥΤΤΑΖΟΝΤΑΣ ΑΠΟ ΤΟ ΠΑΡΑΘΥΡΟ.— ΕΥΧΑΡΙΣΤΕΣ ΚΑΙ ΔΥΣΑΡΕΣΤΕΣ ΑΝΑΜΝΗΣΕΙΣ — [1172, 258, 1581, 321]
table-header: Μεγ. — [639, 1223, 667, 1237]
section-title-shows: ΤΑ ΘΕΑΜΑΤΑ ΜΑΣ — [12, 34, 512, 72]
ad-line: μέσῳ ΝΤΟΧΑ — [152, 1542, 372, 1576]
paragraph: Πρόκειται περὶ γονέων τῶν παιδιῶν τὰ ὁποῖα ἐγεννήθησαν μὲ παραμορφώσεις συνεπείᾳ τῆς θαλιδομίδης, ἑνὸς φαρμάκου ποὺ ἐκυκλοφόρησε πρὸ ἐτῶν εἰς τὴν Δυτικὴν Γερμανίαν. — [1165, 970, 1373, 1058]
bottom-articles — [1165, 699, 1588, 1159]
community-sub: ΣΧΟΛΙΚΗ ΕΟΡΤΗ — [561, 964, 670, 978]
table-row — [518, 1328, 713, 1341]
listing-item: OPERA — Τηλ. 914343 IL SORPASSO. (Βιτόριο Γκάσμαν, Καμπρι Σπάκ). — [266, 370, 492, 396]
mourning-text: ἔχασαμεν τὴν 21ην τρέχοντος ἐκδέσαμεν χθές. — [518, 311, 713, 341]
paragraph: — Πηγαίνουν! — Ναί! Καὶ εἶναι τὸ τελευταῖο ποὺ μποροῦσα νὰ φανταστῶ. Εἶδα ἐμπρός τὸν Τόμ νὰ μιλάῃ μὲ τὴ Σέα καὶ ἔφυγα. — [12, 1072, 257, 1131]
table-row — [518, 1315, 713, 1328]
turkish-provocations-sub: «ΑΠΟΒΑΣΙΣ ΕΙΣ ΝΗΣΟΥΣ ΤΟΥ ΑΙΓΑΙΟΥ ΚΑΙ ΕΝΙΣΧΥΣΙΣ ΤΟΥ ΕΛΛΗΝΙΚΟΥ ΣΤΟΛΟΥ» — [522, 756, 709, 796]
gold-row — [524, 1671, 707, 1684]
section-title-day: ΤΗΣ ΗΜΕΡΑΣ — [719, 34, 1159, 73]
paragraph: Ὁ Πρόεδρος Νάσερ, κατέληξε ὁ σχολιαστής, ἐδήλωσε ἐπανειλημμένως ὅτι ἡ Η.Α.Ε. θὰ εἶναι πάντοτε εἰς τὸ πλευρὸν τῆς Κυπριακῆς Δημοκρατίας εἰς τὸν ἀγῶνα της διὰ τὴν πλήρη ἀνεξαρτησίαν. — [719, 422, 1159, 466]
dionysus-text — [719, 1028, 1159, 1217]
tourism-title: ΚΑΛΥΜΝΟΣ, ΛΕΡΟΣ ΚΑΙ ΠΑΤΜΟΣ — [719, 502, 1159, 531]
table-header: Ἐλαχ. — [677, 1223, 711, 1237]
paragraph: Σημαντικὴ αὔξησις παρατηρεῖται ἐπίσης εἰς τὰς διανυκτερεύσεις εἰς τὰ ξενοδοχεῖα τῆς νήσου, ἐνῷ ἡ Ρόδος ἐξακολουθεῖ νὰ εἶναι ὁ πλέον ἀγαπητὸς προορισμὸς τῶν Σκανδιναυῶν καὶ Ἄγγλων τουριστῶν. — [945, 621, 1159, 724]
mourning-text: Τὴν προσφιλῆ ἡμῶν μητέρα, μάμμην καὶ συγγενῆ — [518, 242, 713, 272]
international-section-head: ΔΙΕΘΝΕΙΣ ΕΚΔΗΛΩΣΕΙΣ — [719, 950, 1159, 974]
page-header — [12, 4, 1588, 28]
odd-news-head: ΜΙΑ ΙΔΙΟΡΡΥΘΜΟΣ ΝΕΑ — [1381, 703, 1589, 721]
gold-value: 287.50 — [668, 1670, 707, 1684]
paragraph: — Μᾶς εἶπε: αὐτή μου, δὲν θὰ γίνῃ τίποτα. — [267, 1119, 512, 1149]
ad-destination: ΒΟΜΒΑΗΝ — [78, 1455, 446, 1521]
city-cell: Μάρσα Ματρούχ — [520, 1262, 615, 1276]
paragraph: Τὸ αὐτὸ ἰσχύει καὶ διὰ τὰ Ἑλληνικὰ κρασιὰ, τὰ ὁποῖα προσεφέρθησαν εἰς τοὺς ἐπισκέπτας, καὶ ἐγνώρισαν μεγάλην ἐπιτυχίαν. Αἱ ἑορταὶ τοῦ Διονύσου συνεχίζονται μέχρι τέλους τοῦ μηνὸς. — [945, 1122, 1159, 1211]
paragraph: — Μά, γιατί, Τζαὶην; Μαζὶ του θὰ ἤσασθε εὐτυχεῖς; — [12, 1237, 257, 1267]
paragraph: Φαινόταν, πολὺ στενοχωρημένος; — Ὤ, σᾶς παρακαλῶ, μὴ μοῦ μιλάτε γιὰ δὰ αὐτὸ. — [12, 585, 257, 629]
paragraph: Σᾶς νὰ συναντήσετε μαζὶ ὅπως τόσο στῆλη ἄλλοτε ποὺ εἶχε γίνει, ἐρώτησε γιὰ τὴν ἀπόφαση αὐτὴ. — [12, 971, 257, 1016]
paragraph: Τὸν κοίταξε σοβαρὰ. Τὰ μάτια της γέμισαν δάκρυα. — [267, 907, 512, 936]
paragraph: ΡΟΔΟΣ.— Ἡ Κάλυμνος, ἡ Λέρος καὶ ἡ Πάτμος θὰ ἀποτελέσουν σύντομα τὸ κέντρον τουριστικῆς κινήσεως, ἐφ' ὅσον ὁ Ε.Ο.Τ. προχωρεῖ εἰς τὴν ἐκτέλεσιν τῶν τουριστικῶν ἔργων ποὺ ἔχει προγραμματίσει. — [719, 556, 933, 644]
listings-left — [12, 76, 258, 403]
paper-title: «Ταχυδρόμος - Αίγυπτος» — [662, 7, 829, 24]
page-number: Σελίς 2α — [12, 7, 67, 24]
donations-heading: ΠΡΟΣΦΟΡΑΙ — [518, 1431, 713, 1463]
max-cell: 35 — [652, 1236, 667, 1250]
casino-ad: CASINO CHATBY — [12, 304, 258, 324]
column-entertainment — [12, 34, 512, 2186]
restaurant-ad: RESTAURANT DE MIDI ET SOIR — [12, 359, 258, 378]
airline-brand: UNITED ARAB AIRLINES — [73, 1339, 451, 1381]
paragraph: Ὅλοι οἱ ἐνοικοι ἐνὸς συγκροτήματος ἄκουσαν γιὰ δύο ἑβδομάδες τοὺς ἴδιους δίσκους ποὺ ἔπαιζε ἕνας ἡλικιωμένος κύριος. Ὅταν ἡ μουσικὴ σταμάτησε, τὸν βρῆκαν νεκρὸ ἀπὸ τὴν πεῖνα. Ἡ ἀστυνομία ἐξετάζει τὴν ὑπόθεσιν. — [1380, 775, 1588, 879]
paragraph: Εἰς τὸ πλαίσιον τῶν «Ἑλληνικῶν Ἡμερῶν» ἐδόθησαν συναυλίαι Ἑλληνικῆς μουσικῆς καὶ παραστάσεις ἀρχαίου δράματος, αἱ ὁποῖαι ἐσημείωσαν μεγάλην ἐπιτυχίαν. — [945, 1028, 1159, 1116]
paragraph: — Ξέρετε ἡ ζηεῖτε; Σωστό μου τὸ δέρμα! τὸ γεροντογεύεσθε... — [267, 1211, 512, 1240]
weather-intro: Αἱ ἀκόλουθοι θερμοκρασίαι ἐσημειώθησαν χθές: — [518, 1188, 713, 1218]
